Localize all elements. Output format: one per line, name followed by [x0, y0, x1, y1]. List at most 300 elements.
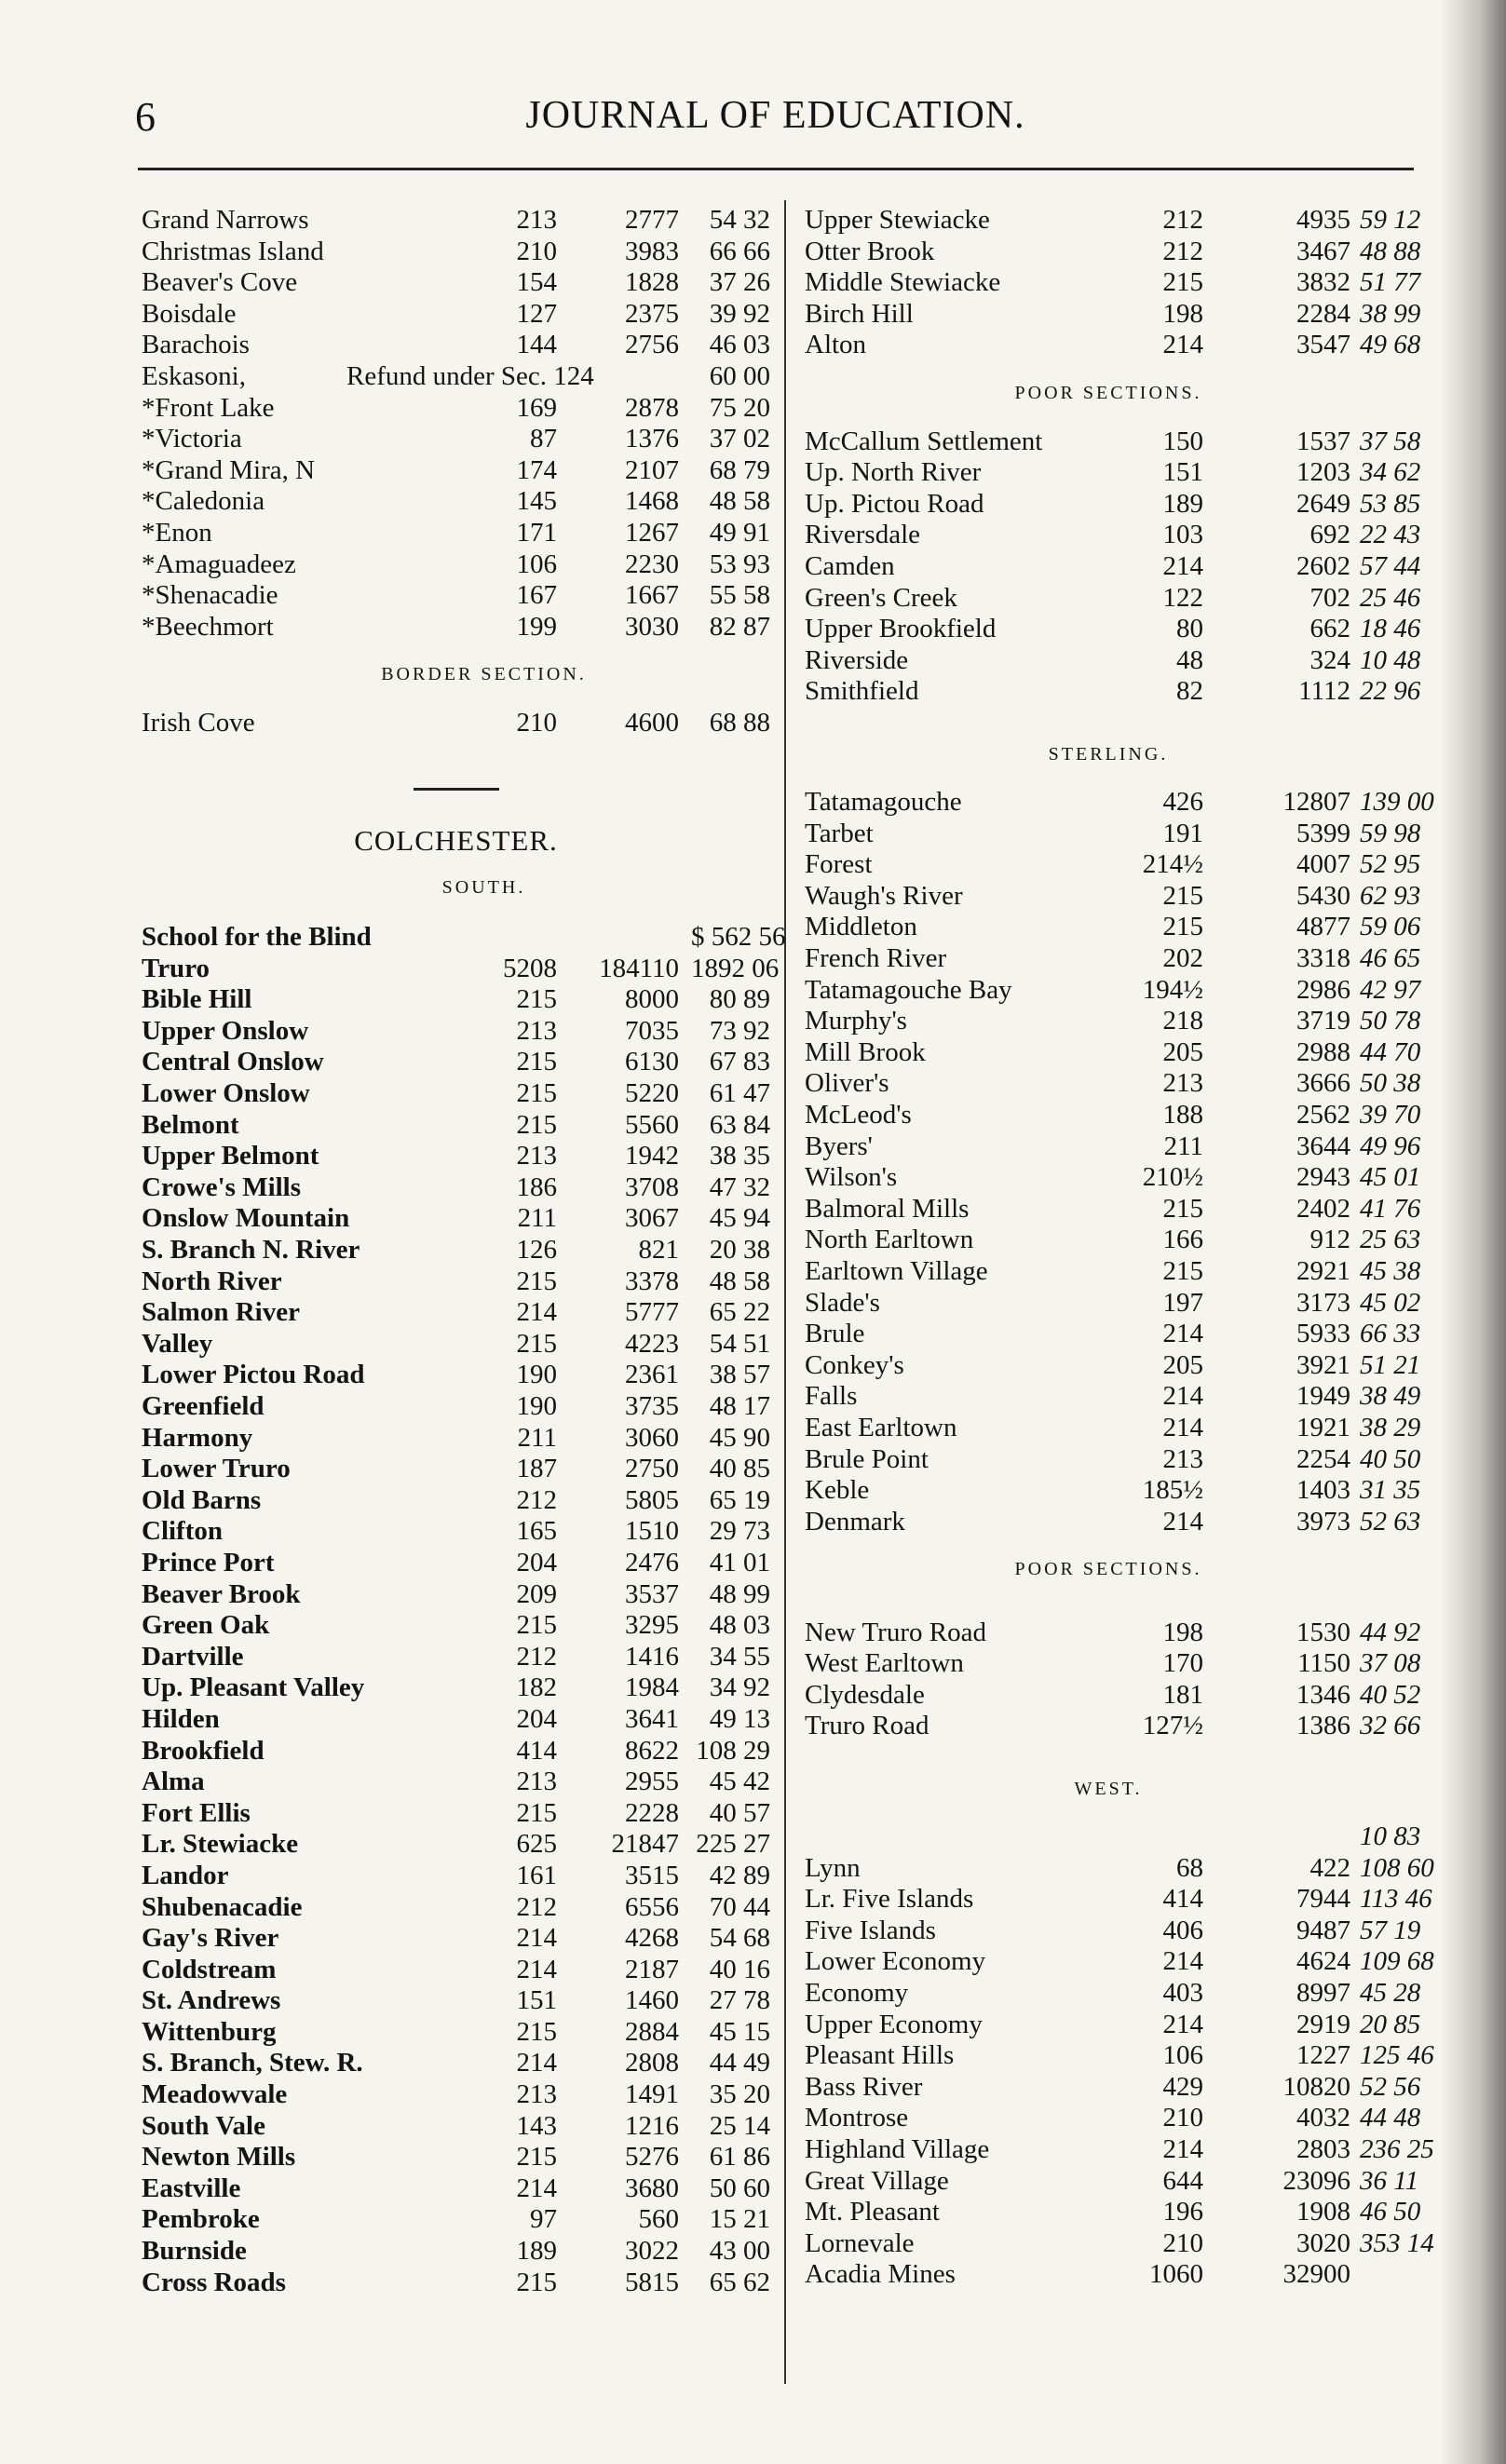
sterling-rows — [801, 787, 1434, 1537]
attendance-total: 2602 — [1296, 550, 1350, 581]
section-name: Onslow Mountain — [142, 1203, 350, 1234]
days-taught: 151 — [1162, 457, 1203, 488]
grant-amount: 353 14 — [1360, 2227, 1434, 2258]
days-taught: 214 — [516, 1297, 557, 1328]
days-taught: 154 — [516, 267, 557, 298]
days-taught: 169 — [516, 392, 557, 423]
page-header — [135, 93, 1416, 158]
section-name: Lower Truro — [142, 1454, 291, 1484]
days-taught: 211 — [517, 1203, 557, 1234]
attendance-total: 12807 — [1282, 787, 1350, 818]
attendance-total: 32900 — [1282, 2259, 1350, 2290]
grant-amount: 48 99 — [709, 1578, 770, 1609]
section-name: *Caledonia — [142, 486, 265, 517]
border-section-rows — [142, 708, 770, 739]
days-taught: 214 — [516, 1954, 557, 1984]
section-name: Eskasoni, — [142, 360, 246, 391]
days-taught: 1060 — [1149, 2259, 1203, 2290]
section-name: Harmony — [142, 1422, 253, 1453]
attendance-total: 4624 — [1296, 1946, 1350, 1977]
attendance-total: 3173 — [1296, 1287, 1350, 1318]
table-row — [801, 1225, 1421, 1256]
days-taught: 204 — [516, 1703, 557, 1734]
days-taught: 197 — [1162, 1287, 1203, 1318]
table-row — [142, 708, 770, 739]
days-taught: 210 — [516, 707, 557, 738]
section-name: Tatamagouche Bay — [805, 974, 1012, 1005]
attendance-total: 5430 — [1296, 880, 1350, 911]
section-name: Riversdale — [805, 520, 921, 550]
section-name: Earltown Village — [805, 1256, 988, 1286]
table-row — [142, 1423, 770, 1455]
section-name: Dartville — [142, 1641, 244, 1672]
table-row — [801, 676, 1421, 708]
days-taught: 215 — [516, 1047, 557, 1077]
section-name: Brule Point — [805, 1443, 929, 1474]
section-name: Balmoral Mills — [805, 1193, 970, 1224]
table-row — [142, 1798, 770, 1830]
attendance-total: 3295 — [625, 1610, 679, 1641]
days-taught: 106 — [516, 548, 557, 579]
days-taught: 191 — [1162, 818, 1203, 848]
attendance-total: 2187 — [625, 1954, 679, 1984]
section-name: *Victoria — [142, 424, 242, 454]
days-taught: 170 — [1162, 1648, 1203, 1679]
section-name: *Beechmort — [142, 611, 274, 642]
attendance-total: 1216 — [625, 2110, 679, 2141]
days-taught: 215 — [516, 2267, 557, 2297]
days-taught: 214 — [516, 2173, 557, 2203]
grant-amount: 38 49 — [1360, 1381, 1421, 1412]
section-name: Wittenburg — [142, 2016, 277, 2047]
grant-amount: 37 08 — [1360, 1648, 1421, 1679]
section-name: Riverside — [805, 644, 909, 675]
attendance-total: 3708 — [625, 1171, 679, 1202]
table-row — [142, 2079, 770, 2111]
grant-amount: 44 92 — [1360, 1617, 1421, 1647]
grant-amount: 44 49 — [709, 2048, 770, 2078]
table-row — [142, 237, 770, 268]
attendance-total: 1227 — [1296, 2040, 1350, 2071]
days-taught: 214 — [1162, 550, 1203, 581]
column-divider — [784, 200, 786, 2384]
days-taught: 151 — [516, 1985, 557, 2016]
table-row — [801, 1946, 1434, 1978]
days-taught: 214 — [1162, 1946, 1203, 1977]
attendance-total: 3547 — [1296, 330, 1350, 360]
attendance-total: 5805 — [625, 1484, 679, 1515]
table-row — [142, 1078, 770, 1110]
attendance-total: 2254 — [1296, 1443, 1350, 1474]
table-row — [801, 1256, 1421, 1288]
grant-amount: 22 96 — [1360, 676, 1421, 707]
attendance-total: 2756 — [625, 330, 679, 360]
section-name: Smithfield — [805, 676, 919, 707]
grant-amount: 70 44 — [709, 1891, 770, 1922]
attendance-total: 1908 — [1296, 2197, 1350, 2227]
days-taught: 214 — [516, 2048, 557, 2078]
table-row — [142, 2236, 770, 2268]
grant-amount: 45 38 — [1360, 1256, 1421, 1286]
section-name: East Earltown — [805, 1412, 957, 1442]
grant-amount: 50 60 — [709, 2173, 770, 2203]
grant-amount: 45 42 — [709, 1767, 770, 1797]
table-row — [142, 1923, 770, 1955]
table-row — [142, 1579, 770, 1611]
attendance-total: 3060 — [625, 1422, 679, 1453]
section-name: Highland Village — [805, 2134, 990, 2165]
attendance-total: 3467 — [1296, 236, 1350, 266]
grant-amount: 48 03 — [709, 1610, 770, 1641]
attendance-total: 1267 — [625, 517, 679, 548]
grant-amount: $ 562 56 — [691, 922, 786, 953]
attendance-total: 10820 — [1282, 2071, 1350, 2102]
days-taught: 190 — [516, 1360, 557, 1390]
days-taught: 166 — [1162, 1225, 1203, 1255]
grant-amount: 62 93 — [1360, 880, 1421, 911]
days-taught: 214 — [1162, 2134, 1203, 2165]
section-name: Irish Cove — [142, 707, 255, 738]
section-name: Wilson's — [805, 1162, 898, 1193]
attendance-total: 4032 — [1296, 2103, 1350, 2133]
grant-amount: 46 50 — [1360, 2197, 1421, 2227]
attendance-total: 1468 — [625, 486, 679, 517]
grant-amount: 10 48 — [1360, 644, 1421, 675]
attendance-total: 8997 — [1296, 1978, 1350, 2009]
days-taught: 186 — [516, 1171, 557, 1202]
grant-amount: 48 58 — [709, 486, 770, 517]
attendance-total: 2750 — [625, 1454, 679, 1484]
section-name: Up. Pleasant Valley — [142, 1672, 365, 1703]
cape-breton-rows-2 — [142, 393, 770, 643]
attendance-total: 2228 — [625, 1797, 679, 1828]
section-name: Green Oak — [142, 1610, 270, 1641]
section-name: *Shenacadie — [142, 580, 278, 611]
attendance-total: 3318 — [1296, 943, 1350, 974]
section-name: S. Branch, Stew. R. — [142, 2048, 363, 2078]
attendance-total: 4223 — [625, 1328, 679, 1359]
section-name: McCallum Settlement — [805, 426, 1043, 456]
days-taught: 171 — [516, 517, 557, 548]
section-name: Falls — [805, 1381, 858, 1412]
table-row — [142, 267, 770, 299]
section-name: Lornevale — [805, 2227, 915, 2258]
grant-amount: 38 99 — [1360, 298, 1421, 329]
grant-amount: 47 32 — [709, 1171, 770, 1202]
grant-amount: 54 68 — [709, 1923, 770, 1954]
section-name: Tarbet — [805, 818, 874, 848]
attendance-total: 2955 — [625, 1767, 679, 1797]
table-row — [801, 818, 1421, 850]
days-taught: 198 — [1162, 298, 1203, 329]
days-taught: 97 — [530, 2204, 557, 2235]
table-row — [801, 974, 1421, 1007]
section-name: Salmon River — [142, 1297, 300, 1328]
days-taught: 403 — [1162, 1978, 1203, 2009]
section-name: Alton — [805, 330, 867, 360]
attendance-total: 5399 — [1296, 818, 1350, 848]
grant-amount: 52 56 — [1360, 2071, 1421, 2102]
grant-amount: 40 50 — [1360, 1443, 1421, 1474]
section-name: Mill Brook — [805, 1036, 926, 1067]
grant-amount: 34 55 — [709, 1641, 770, 1672]
section-name: Crowe's Mills — [142, 1171, 302, 1202]
days-taught: 212 — [516, 1891, 557, 1922]
days-taught: 187 — [516, 1454, 557, 1484]
table-row — [142, 1955, 770, 1986]
section-name: Pleasant Hills — [805, 2040, 955, 2071]
days-taught: 127 — [516, 298, 557, 329]
days-taught: 182 — [516, 1672, 557, 1703]
section-name: Pembroke — [142, 2204, 260, 2235]
table-row — [801, 1130, 1421, 1163]
grant-amount: 49 96 — [1360, 1130, 1421, 1161]
attendance-total: 5220 — [625, 1078, 679, 1109]
grant-amount: 60 00 — [709, 360, 770, 391]
table-row — [142, 299, 770, 331]
section-name: Old Barns — [142, 1484, 262, 1515]
days-taught: 127½ — [1142, 1711, 1203, 1741]
attendance-total: 1667 — [625, 580, 679, 611]
grant-amount: 41 01 — [709, 1547, 770, 1577]
table-row — [801, 1852, 1434, 1885]
grant-amount: 51 77 — [1360, 267, 1421, 298]
section-name: Valley — [142, 1328, 213, 1359]
grant-amount: 41 76 — [1360, 1193, 1421, 1224]
attendance-total: 3735 — [625, 1391, 679, 1421]
attendance-total: 4268 — [625, 1923, 679, 1954]
section-name: Forest — [805, 849, 873, 880]
grant-amount: 63 84 — [709, 1109, 770, 1140]
grant-amount: 48 88 — [1360, 236, 1421, 266]
table-row — [801, 2227, 1434, 2260]
section-name: Otter Brook — [805, 236, 935, 266]
section-name: Acadia Mines — [805, 2259, 956, 2290]
county-heading: COLCHESTER. — [354, 823, 558, 857]
section-name: New Truro Road — [805, 1617, 986, 1647]
grant-amount: 18 46 — [1360, 614, 1421, 644]
table-row — [142, 2111, 770, 2143]
table-row — [801, 426, 1421, 458]
grant-amount: 45 28 — [1360, 1978, 1421, 2009]
grant-amount: 50 78 — [1360, 1006, 1421, 1036]
table-row — [801, 614, 1421, 645]
poor-sections-heading: POOR SECTIONS. — [1014, 382, 1202, 403]
grant-amount: 108 29 — [696, 1735, 770, 1766]
days-taught: 126 — [516, 1235, 557, 1266]
table-row — [142, 1454, 770, 1485]
days-taught: 215 — [516, 984, 557, 1015]
section-name: Lower Onslow — [142, 1078, 310, 1109]
grant-amount: 73 92 — [709, 1015, 770, 1046]
attendance-total: 5560 — [625, 1109, 679, 1140]
table-row — [142, 2268, 770, 2299]
grant-amount: 59 06 — [1360, 912, 1421, 942]
section-name: Bass River — [805, 2071, 923, 2102]
section-name: St. Andrews — [142, 1985, 281, 2016]
days-taught: 167 — [516, 580, 557, 611]
section-name: Hilden — [142, 1703, 220, 1734]
days-taught: 190 — [516, 1391, 557, 1421]
days-taught: 214 — [1162, 1381, 1203, 1412]
attendance-total: 5933 — [1296, 1319, 1350, 1349]
section-name: Fort Ellis — [142, 1797, 251, 1828]
grant-amount: 65 19 — [709, 1484, 770, 1515]
refund-note: Refund under Sec. 124 — [346, 360, 594, 391]
days-taught: 215 — [516, 1797, 557, 1828]
days-taught: 210½ — [1142, 1162, 1203, 1193]
grant-amount: 57 44 — [1360, 550, 1421, 581]
table-row — [801, 1319, 1421, 1350]
days-taught: 196 — [1162, 2197, 1203, 2227]
grant-amount: 82 87 — [709, 611, 770, 642]
grant-amount: 20 38 — [709, 1235, 770, 1266]
section-name: Upper Economy — [805, 2009, 983, 2039]
days-taught: 214 — [1162, 330, 1203, 360]
west-rows — [801, 1821, 1434, 2291]
attendance-total: 1150 — [1297, 1648, 1350, 1679]
section-name: Truro — [142, 953, 210, 983]
table-row — [801, 1821, 1421, 1853]
table-row — [801, 267, 1421, 299]
days-taught: 414 — [1162, 1884, 1203, 1915]
days-taught: 210 — [1162, 2227, 1203, 2258]
days-taught: 213 — [516, 2079, 557, 2110]
attendance-total: 2361 — [625, 1360, 679, 1390]
days-taught: 194½ — [1142, 974, 1203, 1005]
attendance-total: 3644 — [1296, 1130, 1350, 1161]
west-heading: WEST. — [1074, 1778, 1143, 1799]
attendance-total: 3537 — [625, 1578, 679, 1609]
attendance-total: 1921 — [1296, 1412, 1350, 1442]
table-row — [801, 2009, 1421, 2041]
table-row — [142, 1767, 770, 1798]
grant-amount: 108 60 — [1360, 1852, 1434, 1883]
poor-sections-rows-2 — [801, 1617, 1421, 1742]
border-section-heading: BORDER SECTION. — [381, 664, 587, 685]
section-name: Christmas Island — [142, 236, 324, 266]
attendance-total: 2943 — [1296, 1162, 1350, 1193]
table-row — [142, 455, 770, 487]
days-taught: 188 — [1162, 1100, 1203, 1130]
grant-amount: 42 97 — [1360, 974, 1421, 1005]
days-taught: 106 — [1162, 2040, 1203, 2071]
table-row — [801, 1617, 1421, 1649]
attendance-total: 422 — [1309, 1852, 1350, 1883]
section-name: Alma — [142, 1767, 205, 1797]
table-row — [801, 2197, 1421, 2228]
days-taught: 213 — [516, 1767, 557, 1797]
attendance-total: 3666 — [1296, 1068, 1350, 1099]
table-row — [801, 205, 1421, 237]
grant-amount: 54 32 — [709, 205, 770, 235]
south-rows — [142, 922, 786, 2298]
attendance-total: 1203 — [1296, 457, 1350, 488]
page-number: 6 — [135, 94, 156, 140]
grant-amount: 44 48 — [1360, 2103, 1421, 2133]
attendance-total: 2808 — [625, 2048, 679, 2078]
days-taught: 174 — [516, 454, 557, 485]
days-taught: 143 — [516, 2110, 557, 2141]
table-row — [801, 1068, 1421, 1100]
days-taught: 215 — [516, 2016, 557, 2047]
section-name: S. Branch N. River — [142, 1235, 360, 1266]
table-row — [801, 582, 1421, 615]
table-row — [801, 1036, 1421, 1069]
grant-amount: 39 92 — [709, 298, 770, 329]
grant-amount: 65 22 — [709, 1297, 770, 1328]
grant-amount: 48 58 — [709, 1266, 770, 1296]
attendance-total: 3378 — [625, 1266, 679, 1296]
attendance-total: 1491 — [625, 2079, 679, 2110]
table-row — [142, 2142, 770, 2173]
attendance-total: 5815 — [625, 2267, 679, 2297]
attendance-total: 9487 — [1296, 1915, 1350, 1945]
table-row — [142, 2017, 770, 2049]
days-taught: 214 — [1162, 2009, 1203, 2039]
days-taught: 215 — [1162, 912, 1203, 942]
days-taught: 214 — [1162, 1412, 1203, 1442]
section-name: Camden — [805, 550, 895, 581]
grant-amount: 139 00 — [1360, 787, 1434, 818]
section-name: Keble — [805, 1475, 870, 1506]
attendance-total: 324 — [1309, 644, 1350, 675]
table-row — [801, 2103, 1421, 2134]
table-row — [142, 1610, 770, 1642]
section-name: Beaver Brook — [142, 1578, 301, 1609]
attendance-total: 3641 — [625, 1703, 679, 1734]
days-taught: 209 — [516, 1578, 557, 1609]
grant-amount: 113 46 — [1360, 1884, 1432, 1915]
table-row — [801, 2134, 1434, 2166]
header-rule — [138, 168, 1414, 170]
grant-amount: 52 63 — [1360, 1506, 1421, 1537]
attendance-total: 1537 — [1296, 426, 1350, 456]
grant-amount: 31 35 — [1360, 1475, 1421, 1506]
days-taught: 215 — [516, 1109, 557, 1140]
table-row — [801, 1162, 1421, 1194]
attendance-total: 560 — [638, 2204, 679, 2235]
grant-amount: 49 68 — [1360, 330, 1421, 360]
grant-amount: 45 94 — [709, 1203, 770, 1234]
table-row — [801, 2040, 1434, 2072]
days-taught: 189 — [1162, 488, 1203, 519]
attendance-total: 2878 — [625, 392, 679, 423]
attendance-total: 912 — [1309, 1225, 1350, 1255]
days-taught: 213 — [1162, 1443, 1203, 1474]
attendance-total: 4600 — [625, 707, 679, 738]
attendance-total: 1984 — [625, 1672, 679, 1703]
section-name: Montrose — [805, 2103, 909, 2133]
days-taught: 215 — [1162, 1193, 1203, 1224]
days-taught: 122 — [1162, 582, 1203, 613]
table-row — [142, 393, 770, 425]
attendance-total: 2803 — [1296, 2134, 1350, 2165]
days-taught: 644 — [1162, 2165, 1203, 2196]
grant-amount: 80 89 — [709, 984, 770, 1015]
table-row — [142, 1203, 770, 1235]
attendance-total: 2375 — [625, 298, 679, 329]
attendance-total: 1510 — [625, 1516, 679, 1547]
section-name: Five Islands — [805, 1915, 936, 1945]
section-name: Denmark — [805, 1506, 905, 1537]
grant-amount: 236 25 — [1360, 2134, 1434, 2165]
section-name: Clifton — [142, 1516, 223, 1547]
section-name: Up. Pictou Road — [805, 488, 984, 519]
days-taught: 213 — [516, 205, 557, 235]
table-row — [801, 1711, 1421, 1742]
grant-amount: 32 66 — [1360, 1711, 1421, 1741]
